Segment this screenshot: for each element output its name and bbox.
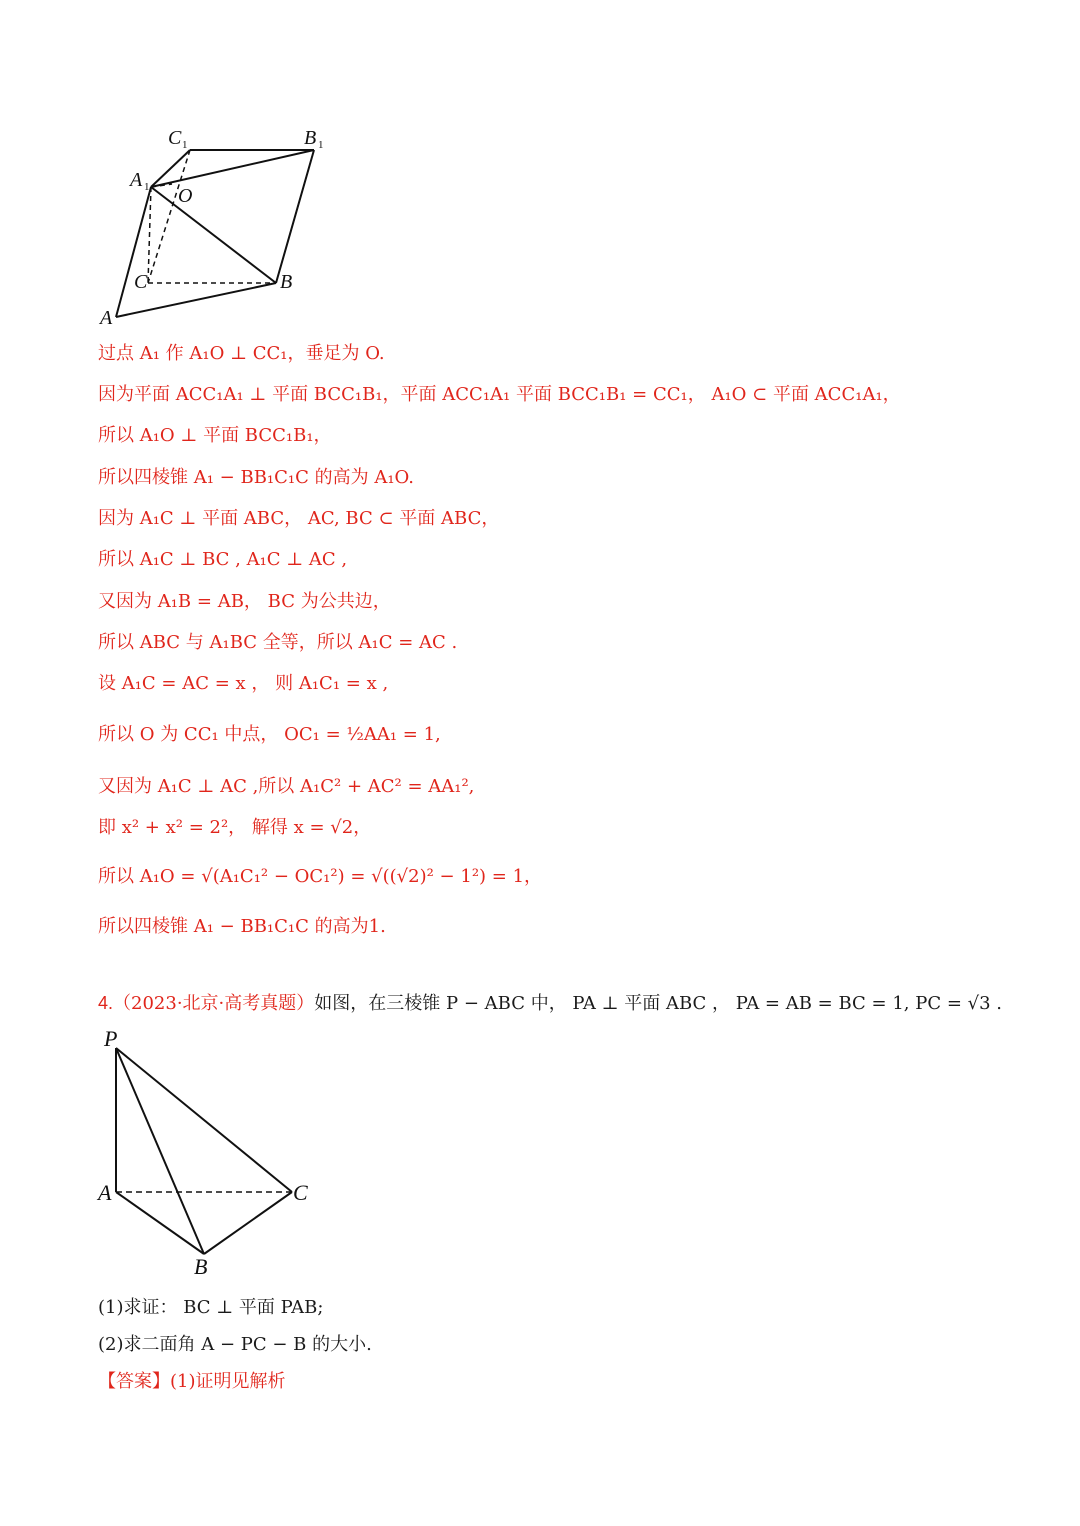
- solution-line: 所以 A₁O = √(A₁C₁² − OC₁²) = √((√2)² − 1²) = 1，: [98, 866, 543, 887]
- solution-line: 所以四棱锥 A₁ − BB₁C₁C 的高为 A₁O.: [98, 467, 414, 488]
- solution-line: 所以 A₁C ⊥ BC , A₁C ⊥ AC ,: [98, 549, 348, 570]
- label-a: A: [100, 307, 113, 329]
- problem-text: 如图，在三棱锥 P − ABC 中， PA ⊥ 平面 ABC ， PA = AB = BC = 1, PC = √3 .: [314, 993, 1003, 1014]
- problem-number: 4.: [98, 993, 114, 1013]
- answer-line: [98, 1370, 286, 1394]
- problem-4-statement: [98, 991, 1002, 1016]
- problem-source: （2023·北京·高考真题）: [113, 993, 315, 1014]
- label-a: A: [98, 1180, 112, 1205]
- pyramid-figure: [96, 1026, 326, 1281]
- solution-line: 所以 A₁O ⊥ 平面 BCC₁B₁，: [98, 425, 332, 446]
- label-c: C: [293, 1180, 308, 1205]
- solution-line: 所以四棱锥 A₁ − BB₁C₁C 的高为1.: [98, 916, 386, 937]
- solution-line: 所以 ABC 与 A₁BC 全等，所以 A₁C = AC .: [98, 632, 458, 653]
- label-a1: A: [130, 169, 143, 191]
- svg-text:1: 1: [182, 139, 188, 151]
- solution-line: 过点 A₁ 作 A₁O ⊥ CC₁，垂足为 O.: [98, 343, 385, 364]
- question-2: (2)求二面角 A − PC − B 的大小.: [98, 1334, 372, 1355]
- label-b: B: [194, 1254, 208, 1279]
- answer-tag: 【答案】: [98, 1371, 170, 1392]
- solution-line: 因为平面 ACC₁A₁ ⊥ 平面 BCC₁B₁，平面 ACC₁A₁ 平面 BCC₁B₁ = CC₁， A₁O ⊂ 平面 ACC₁A₁，: [98, 384, 901, 405]
- solution-line: 又因为 A₁C ⊥ AC ,所以 A₁C² + AC² = AA₁²,: [98, 776, 475, 797]
- label-b: B: [280, 271, 293, 293]
- label-b1: B: [304, 127, 317, 149]
- svg-text:1: 1: [144, 181, 150, 193]
- prism-figure: [96, 120, 336, 330]
- answer-text: (1)证明见解析: [170, 1371, 286, 1392]
- label-c: C: [134, 271, 148, 293]
- label-p: P: [104, 1026, 118, 1051]
- svg-text:1: 1: [318, 139, 324, 151]
- solution-line: 设 A₁C = AC = x ， 则 A₁C₁ = x ,: [98, 673, 389, 694]
- label-c1: C: [168, 127, 182, 149]
- solution-line: 因为 A₁C ⊥ 平面 ABC， AC, BC ⊂ 平面 ABC，: [98, 508, 500, 529]
- question-1: (1)求证： BC ⊥ 平面 PAB;: [98, 1297, 324, 1318]
- solution-line: 即 x² + x² = 2²， 解得 x = √2，: [98, 817, 372, 838]
- label-o: O: [178, 185, 193, 207]
- solution-line: 又因为 A₁B = AB， BC 为公共边，: [98, 591, 391, 612]
- solution-line: 所以 O 为 CC₁ 中点， OC₁ = ½AA₁ = 1,: [98, 724, 441, 745]
